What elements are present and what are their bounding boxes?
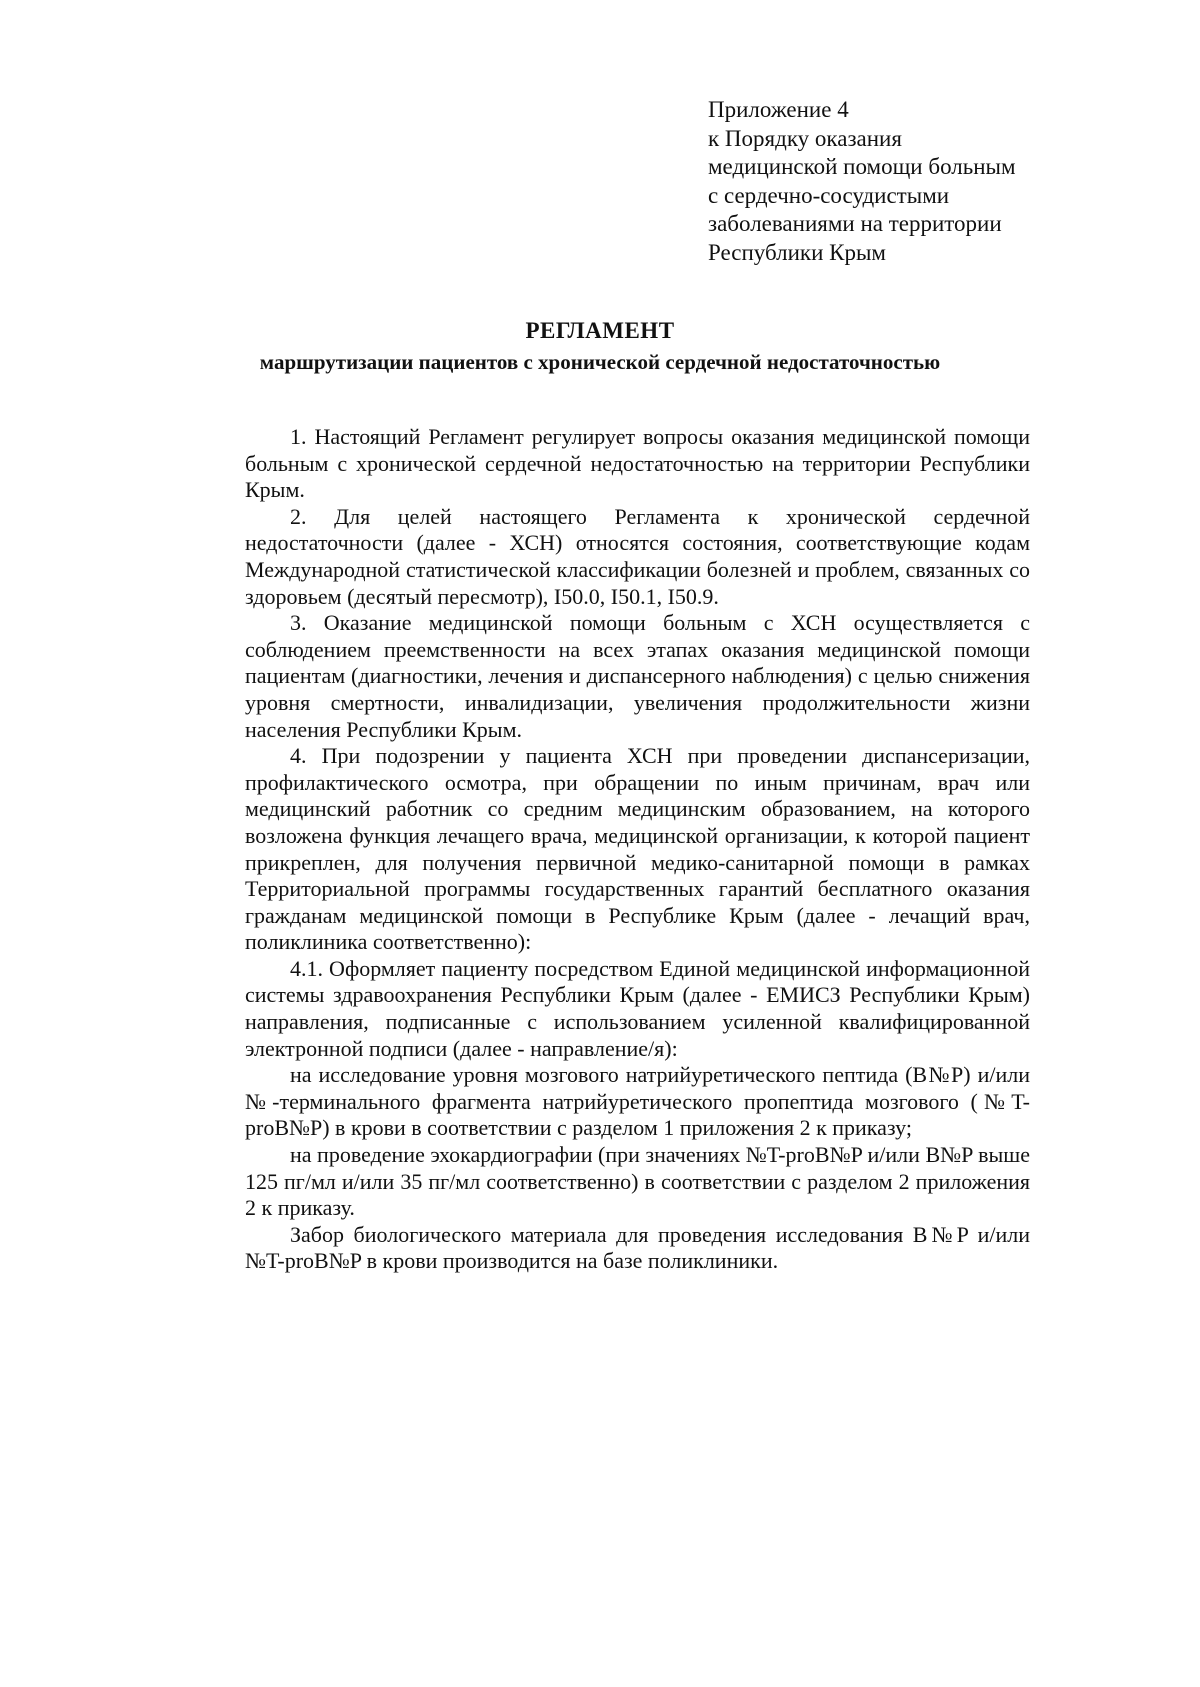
- paragraph-4: 4. При подозрении у пациента ХСН при проведении диспансеризации, профилактического осмотра, при обращении по иным причинам, врач или медицинский работник со средним медицинским образованием, на которого возложена функция лечащего врача, медицинской организации, к которой пациент прикреплен, для получения первичной медико-санитарной помощи в рамках Территориальной программы государственных гарантий бесплатного оказания гражданам медицинской помощи в Республике Крым (далее - лечащий врач, поликлиника соответственно):: [245, 743, 1030, 955]
- paragraph-4-1: 4.1. Оформляет пациенту посредством Единой медицинской информационной системы здравоохранения Республики Крым (далее - ЕМИСЗ Республики Крым) направления, подписанные с использованием усиленной квалифицированной электронной подписи (далее - направление/я):: [245, 955, 1030, 1061]
- paragraph-3: 3. Оказание медицинской помощи больным с ХСН осуществляется с соблюдением преемственности на всех этапах оказания медицинской помощи пациентам (диагностики, лечения и диспансерного наблюдения) с целью снижения уровня смертности, инвалидизации, увеличения продолжительности жизни населения Республики Крым.: [245, 610, 1030, 742]
- document-title: РЕГЛАМЕНТ: [525, 318, 675, 343]
- document-subtitle: маршрутизации пациентов с хронической сердечной недостаточностью: [259, 350, 941, 374]
- paragraph-biomaterial: Забор биологического материала для проведения исследования B№P и/или №T-proB№P в крови производится на базе поликлиники.: [245, 1221, 1030, 1274]
- appendix-line: к Порядку оказания: [708, 125, 902, 151]
- appendix-line: Приложение 4: [708, 97, 849, 122]
- appendix-line: заболеваниями на территории: [708, 211, 1002, 237]
- paragraph-bnp-test: на исследование уровня мозгового натрийуретического пептида (B№P) и/или №-терминального фрагмента натрийуретического пропептида мозгового (№T-proB№P) в крови в соответствии с разделом 1 приложения 2 к приказу;: [245, 1062, 1030, 1141]
- paragraph-2: 2. Для целей настоящего Регламента к хронической сердечной недостаточности (далее - ХСН) относятся состояния, соответствующие кодам Международной статистической классификации болезней и проблем, связанных со здоровьем (десятый пересмотр), I50.0, I50.1, I50.9.: [245, 503, 1030, 609]
- appendix-line: с сердечно-сосудистыми: [708, 182, 950, 208]
- appendix-line: Республики Крым: [708, 239, 886, 265]
- paragraph-1: 1. Настоящий Регламент регулирует вопросы оказания медицинской помощи больным с хронической сердечной недостаточностью на территории Республики Крым.: [245, 424, 1030, 503]
- document-body: [245, 424, 1030, 1275]
- appendix-block: [708, 96, 1128, 268]
- appendix-line: медицинской помощи больным: [708, 154, 1016, 180]
- paragraph-echocardiography: на проведение эхокардиографии (при значениях №T-proB№P и/или B№P выше 125 пг/мл и/или 35 пг/мл соответственно) в соответствии с разделом 2 приложения 2 к приказу.: [245, 1142, 1030, 1221]
